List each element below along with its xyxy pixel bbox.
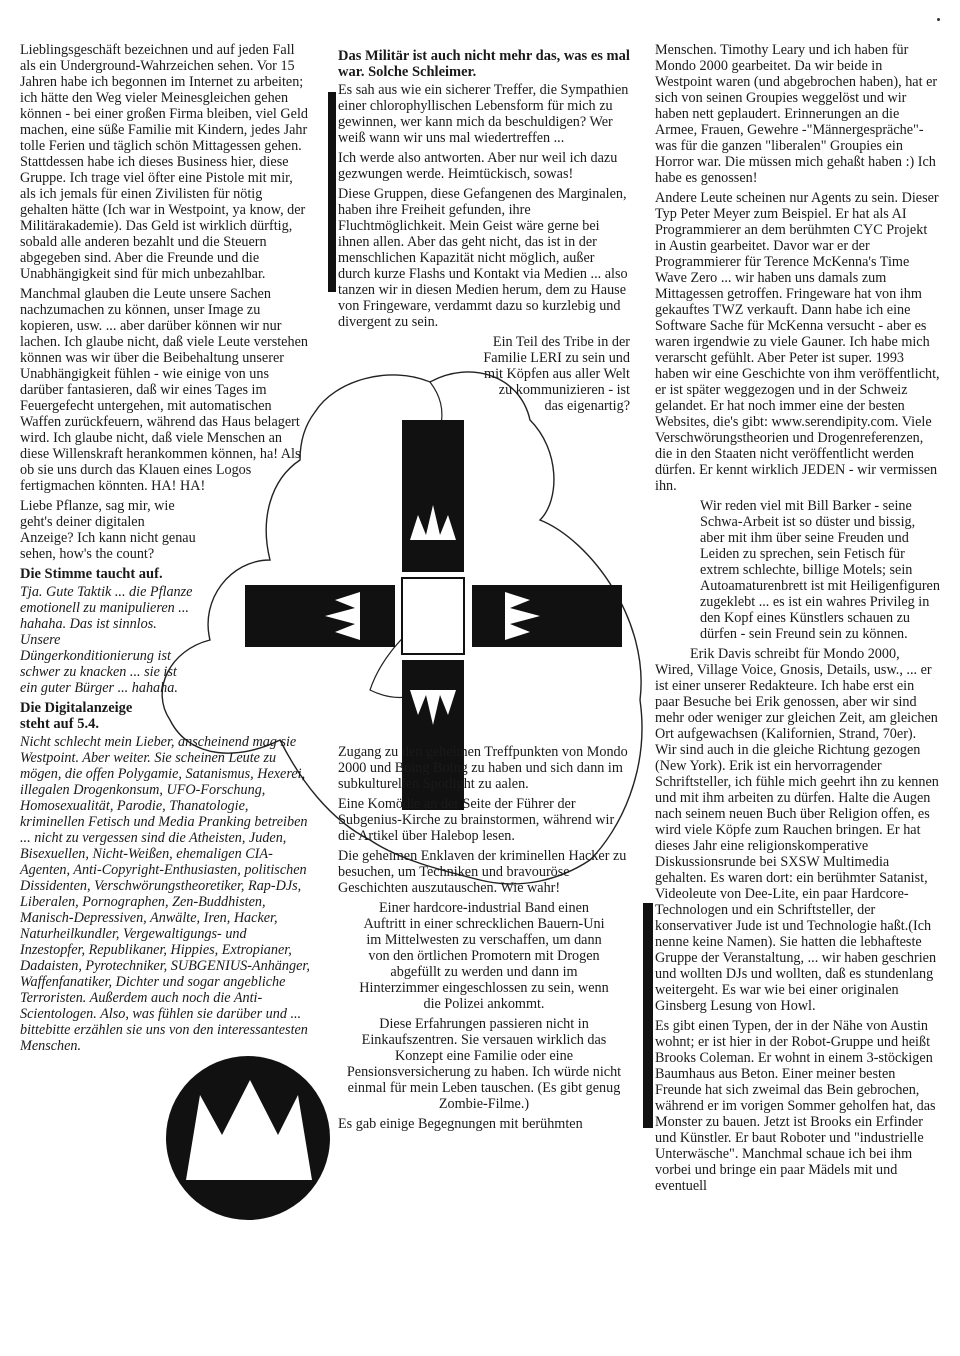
paragraph: Menschen. Timothy Leary und ich haben für Mondo 2000 gearbeitet. Da wir beide in Westpoint waren (und abgebrochen haben), hat er sich von seinen Groupies weggelöst und wir haben nett geplaudert. Erinnerungen an die Armee, Frauen, Gewehre -"Männergespräche"- was für die ganzen "liberalen" Groupies ein Horror war. Die müssen mich gehaßt haben :) Ich habe es genossen! xyxy=(655,42,938,186)
paragraph: Einer hardcore-industrial Band einen Auftritt in einer schrecklichen Bauern-Uni im Mittelwesten zu verschaffen, um dann von den örtlichen Promotern mit Drogen abgefüllt zu werden und dann im Hinterzimmer eingeschlossen zu sein, wenn die Polizei ankommt. xyxy=(359,900,609,1012)
paragraph: Tja. Gute Taktik ... die Pflanze emotionell zu manipulieren ... hahaha. Das ist sinnlos. Unsere Düngerkonditionierung ist schwer zu knacken ... sie ist ein guter Bürger ... hahaha. xyxy=(20,584,193,696)
paragraph: Diese Erfahrungen passieren nicht in Einkaufszentren. Sie versauen wirklich das Konzept eine Familie oder eine Pensionsversicherung zu haben. Ich würde nicht einmal für mein Leben tauschen. (Es gibt genug Zombie-Filme.) xyxy=(346,1016,622,1112)
heading: Die Stimme taucht auf. xyxy=(20,566,163,582)
paragraph: Nicht schlecht mein Lieber, anscheinend mag sie Westpoint. Aber weiter. Sie scheinen Leute zu mögen, die offen Polygamie, Satanismus, Hexerei, illegalen Drogenkonsum, UFO-Forschung, Homosexualität, Parodie, Thanatologie, kriminellen Fetisch und Media Pranking betreiben ... nicht zu vergessen sind die Atheisten, Juden, Bisexuellen, Nicht-Weißen, ehemaligen CIA-Agenten, Anti-Copyright-Enthusiasten, politischen Dissidenten, Verschwörungstheoretiker, Rap-DJs, Liberalen, Pornographen, Zen-Buddhisten, Manisch-Depressiven, Anwälte, Iren, Hacker, Naturheilkundler, Vergewaltigungs- und Inzestopfer, Republikaner, Hippies, Extropianer, Dadaisten, Pyrotechniker, SUBGENIUS-Anhänger, Waffenfanatiker, Dichter und sogar angebliche Terroristen. Außerdem auch noch die Anti-Scientologen. Also, was fühlen sie darüber und ... bittebitte erzählen sie uns von den interessantesten Menschen. xyxy=(20,734,310,1054)
paragraph: Erik Davis schreibt für Mondo 2000, Wired, Village Voice, Gnosis, Details, usw., ... er ist einer unserer Redakteure. Ich habe erst ein paar Besuche bei Erik genossen, aber wir sind mehr oder weniger zur gleichen Zeit, am gleichen Ort aufgewachsen (Kalifornien, Strand, 70er). Wir sind auch in die gleiche Richtung gezogen (New York). Erik ist ein hervorragender Schriftsteller, ich fühle mich geehrt ihn zu kennen und mit ihm arbeiten zu dürfen. Halte die Augen nach seinem neuen Buch über Religion offen, es wird viele Köpfe zum Rauchen bringen. Er hat dieses Jahr eine religionskomperative Diskussionsrunde bei SXSW Multimedia gehalten. Es waren dort: ein berühmter Satanist, Videoleute von Dee-Lite, ein paar Hardcore-Technologen und ein Schriftsteller, der konservativer Jude ist und Technologie haßt.(Ich nenne keine Namen). Sie hatten die lebhafteste Gruppe der Veranstaltung, ... wir haben geschrien und wollten DJs und wollten, daß es stundenlang weitergeht. Es war wie bei einer originalen Ginsberg Lesung von Howl. xyxy=(655,646,939,1014)
paragraph: Ich werde also antworten. Aber nur weil ich dazu gezwungen werde. Heimtückisch, sowas! xyxy=(338,150,618,182)
heading: Die Digitalanzeige steht auf 5.4. xyxy=(20,700,133,732)
paragraph: Zugang zu den geheimen Treffpunkten von Mondo 2000 und Boing Boing zu haben und sich dann im subkulturellen Spotlight zu aalen. xyxy=(338,744,628,792)
paragraph: Liebe Pflanze, sag mir, wie geht's deiner digitalen Anzeige? Ich kann nicht genau sehen, how's the count? xyxy=(20,498,196,562)
paragraph: Es sah aus wie ein sicherer Treffer, die Sympathien einer chlorophyllischen Lebensform für mich zu gewinnen, wer kann mich da beschuldigen? Wer weiß wann wir uns mal wiedertreffen ... xyxy=(338,82,629,146)
paragraph: Die geheimen Enklaven der kriminellen Hacker zu besuchen, um Techniken und bravouröse Geschichten auszutauschen. Wie wahr! xyxy=(338,848,627,896)
paragraph: Ein Teil des Tribe in der Familie LERI zu sein und mit Köpfen aus aller Welt zu kommunizieren - ist das eigenartig? xyxy=(483,334,630,414)
paragraph: Lieblingsgeschäft bezeichnen und auf jeden Fall als ein Underground-Wahrzeichen sehen. Vor 15 Jahren habe ich begonnen im Internet zu arbeiten; ich hätte den Weg vieler Meinesgleichen gehen können - bei einer großen Firma bleiben, viel Geld machen, eine süße Familie mit Kindern, jedes Jahr tolle Ferien und täglich schön Mittagessen gehen. Stattdessen habe ich dieses Business hier, diese Gruppe. Ich trage viel öfter eine Pistole mit mir, als ich jemals für einen Zivilisten für nötig gehalten hätte (Ich war in Westpoint, ya know, der Militärakademie). Das Geld ist wirklich dürftig, sobald alle anderen bezahlt und die Steuern abgegeben sind. Aber die Freunde und die Unabhängigkeit sind für mich unbezahlbar. xyxy=(20,42,308,282)
paragraph: Es gibt einen Typen, der in der Nähe von Austin wohnt; er ist hier in der Robot-Gruppe und heißt Brooks Coleman. Er wohnt in einem 3-stöckigen Baumhaus aus Beton. Einer meiner besten Freunde hat sich zweimal das Bein gebrochen, während er im vorigen Sommer geholfen hat, das Monster zu bauen. Jetzt ist Brooks ein Erfinder und Künstler. Er baut Roboter und "industrielle Unterwäsche". Manchmal schaue ich bei ihm vorbei und bringe ein paar Mädels mit und eventuell xyxy=(655,1018,936,1194)
column-3 xyxy=(655,42,940,1198)
heading: Das Militär ist auch nicht mehr das, was es mal war. Solche Schleimer. xyxy=(338,48,630,80)
margin-bar xyxy=(643,903,653,1128)
circle-logo xyxy=(166,1056,330,1220)
column-2 xyxy=(338,46,630,1136)
paragraph: Eine Komödie an der Seite der Führer der Subgenius-Kirche zu brainstormen, während wir die Artikel über Halebop lesen. xyxy=(338,796,615,844)
column-1 xyxy=(20,42,312,1058)
paragraph: Andere Leute scheinen nur Agents zu sein. Dieser Typ Peter Meyer zum Beispiel. Er hat als AI Programmierer an dem berühmten CYC Projekt in Austin gearbeitet. Davor war er der Programmierer für Terence McKenna's Time Wave Zero ... wir haben uns damals zum Mittagessen getroffen. Fringeware hat von ihm gekauftes TWZ verkauft. Dann habe ich eine Software Sache für McKenna versucht - aber es waren irgendwie zu viele Gauner. Ich habe mich verarscht gefühlt. Aber Peter ist super. 1993 haben wir eine Geschichte von ihm veröffentlicht, er ist später weggezogen und in der Schweiz gelandet. Er hat noch immer eine der besten Websites, die's gibt: www.serendipity.com. Viele Verschwörungstheorien und Drogenreferenzen, die in den Staaten nicht veröffentlicht werden dürfen. Er kennt wirklich JEDEN - wir vermissen ihn. xyxy=(655,190,940,494)
margin-bar xyxy=(328,92,336,292)
paragraph: Manchmal glauben die Leute unsere Sachen nachzumachen zu können, unser Image zu kopieren, usw. ... aber darüber können wir nur lachen. Ich glaube nicht, daß viele Leute verstehen können was wir über die Beibehaltung unserer Unabhängigkeit fühlen - wie einige von uns darüber fantasieren, daß wir eines Tages im Feuergefecht untergehen, mit automatischen Waffen zurückfeuern, während das Haus belagert wird. Ich glaube nicht, daß viele Menschen an diese Willenskraft herankommen können, ha! Als ob sie uns durch das Klauen eines Logos fertigmachen könnten. HA! HA! xyxy=(20,286,308,494)
paragraph: Wir reden viel mit Bill Barker - seine Schwa-Arbeit ist so düster und bissig, aber mit ihm über seine Freuden und Leiden zu sprechen, sein Fetisch für extrem schlechte, billige Motels; sein Autoamaturenbrett ist mit Heiligenfiguren zugeklebt ... es ist ein wahres Privileg in den Kopf eines Künstlers schauen zu dürfen - sein Freund sein zu können. xyxy=(700,498,940,642)
paragraph: Es gab einige Begegnungen mit berühmten xyxy=(338,1116,583,1132)
paragraph: Diese Gruppen, diese Gefangenen des Marginalen, haben ihre Freiheit gefunden, ihre Fluchtmöglichkeit. Mein Geist wäre gerne bei ihnen allen. Aber das geht nicht, das ist in der menschlichen Kapazität nicht möglich, außer durch kurze Flashs und Kontakt via Medien ... also tanzen wir in diesen Medien herum, dem zu Hause von Fringeware, verdammt dazu so kurzlebig und divergent zu sein. xyxy=(338,186,628,330)
